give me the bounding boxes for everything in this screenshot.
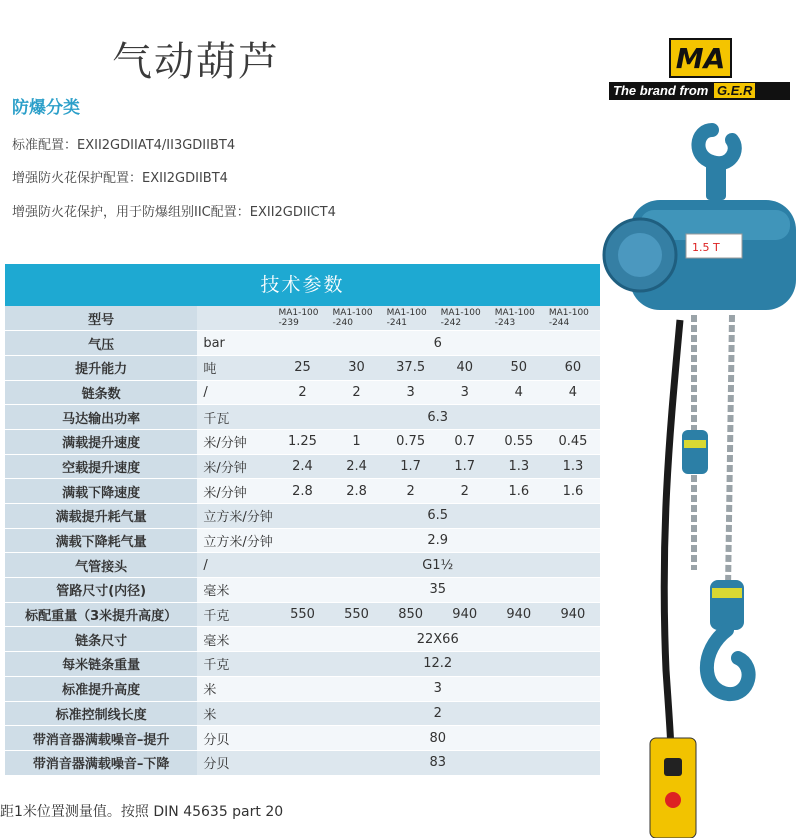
row-unit: 毫米 [197,578,275,603]
cell-value: 4 [546,380,600,405]
cell-value: 1.7 [438,454,492,479]
table-row [5,726,600,751]
brand-tagline [609,82,790,100]
bottom-block-band [712,588,742,598]
chain-guide-band [684,440,706,448]
table-row [5,504,600,529]
table-row [5,676,600,701]
cell-value: 2.4 [330,454,384,479]
cell-value: 0.75 [384,429,438,454]
row-label: 标准控制线长度 [5,701,197,726]
table-row [5,652,600,677]
rating-plate-text: 1.5 T [692,241,720,254]
row-label: 管路尺寸(内径) [5,578,197,603]
cell-value: 1 [330,429,384,454]
cell-value: 2 [275,380,329,405]
model-name: MA1-100 -240 [330,306,384,331]
row-label: 标准提升高度 [5,676,197,701]
row-unit: 立方米/分钟 [197,504,275,529]
row-unit: / [197,553,275,578]
cell-value: 50 [492,355,546,380]
table-row [5,528,600,553]
chain-guide [682,430,708,474]
row-unit [197,306,275,331]
spec-enhanced-iic: 增强防火花保护，用于防爆组别IIC配置：EXII2GDIICT4 [12,205,336,220]
cell-value: 1.7 [384,454,438,479]
row-unit: bar [197,331,275,356]
pendant-button-top [664,758,682,776]
row-label: 满载下降耗气量 [5,528,197,553]
cell-value: 6 [275,331,600,356]
brand-tagline-name: G.E.R [714,83,755,98]
chain-right [728,315,732,590]
cell-value: 940 [438,602,492,627]
cell-value: 940 [492,602,546,627]
cell-value: 1.25 [275,429,329,454]
cell-value: 80 [275,726,600,751]
cell-value: 0.7 [438,429,492,454]
table-row [5,479,600,504]
cell-value: 30 [330,355,384,380]
cell-value: 0.45 [546,429,600,454]
row-label: 满载提升速度 [5,429,197,454]
cell-value: 35 [275,578,600,603]
bottom-hook-shape [707,630,749,694]
table-row [5,331,600,356]
cell-value: 40 [438,355,492,380]
control-hose [664,320,680,800]
row-unit: 千克 [197,602,275,627]
cell-value: G1½ [275,553,600,578]
table-row [5,306,600,331]
cell-value: 37.5 [384,355,438,380]
row-label: 马达输出功率 [5,405,197,430]
cell-value: 1.3 [492,454,546,479]
row-unit: 分贝 [197,750,275,775]
cell-value: 6.3 [275,405,600,430]
row-unit: 米/分钟 [197,479,275,504]
model-name: MA1-100 -243 [492,306,546,331]
cell-value: 3 [275,676,600,701]
cell-value: 60 [546,355,600,380]
row-unit: 米 [197,701,275,726]
table-row [5,578,600,603]
model-name: MA1-100 -241 [384,306,438,331]
table-row [5,429,600,454]
hoist-image [600,110,800,838]
row-unit: 米/分钟 [197,454,275,479]
row-label: 满载下降速度 [5,479,197,504]
row-unit: 立方米/分钟 [197,528,275,553]
row-unit: 分贝 [197,726,275,751]
row-label: 空载提升速度 [5,454,197,479]
row-unit: 千瓦 [197,405,275,430]
cell-value: 6.5 [275,504,600,529]
table-row [5,454,600,479]
pendant-control [650,738,696,838]
cell-value: 3 [384,380,438,405]
bottom-block [710,580,744,630]
cell-value: 550 [330,602,384,627]
table-row [5,355,600,380]
brand-tagline-text: The brand from [613,83,709,98]
row-label: 气管接头 [5,553,197,578]
top-hook-shape [698,130,734,163]
section-title: 防爆分类 [12,98,80,118]
cell-value: 1.6 [492,479,546,504]
table-row [5,627,600,652]
row-unit: 吨 [197,355,275,380]
motor-end-cap-inner [618,233,662,277]
table-row [5,380,600,405]
cell-value: 2 [384,479,438,504]
row-unit: 千克 [197,652,275,677]
row-unit: / [197,380,275,405]
cell-value: 850 [384,602,438,627]
spec-standard: 标准配置：EXII2GDIIAT4/II3GDIIBT4 [12,138,236,153]
top-hook-mount [706,160,726,200]
row-label: 满载提升耗气量 [5,504,197,529]
cell-value: 2.8 [275,479,329,504]
ma-logo: MA [669,38,732,78]
cell-value: 25 [275,355,329,380]
row-label: 标配重量（3米提升高度） [5,602,197,627]
cell-value: 2.4 [275,454,329,479]
row-label: 链条数 [5,380,197,405]
spec-enhanced: 增强防火花保护配置：EXII2GDIIBT4 [12,171,228,186]
spec-table [5,264,600,776]
row-unit: 毫米 [197,627,275,652]
cell-value: 1.6 [546,479,600,504]
page-title: 气动葫芦 [112,39,280,85]
model-name: MA1-100 -242 [438,306,492,331]
row-label: 型号 [5,306,197,331]
cell-value: 550 [275,602,329,627]
table-row [5,405,600,430]
model-name: MA1-100 -239 [275,306,329,331]
row-label: 提升能力 [5,355,197,380]
brand-logo [609,38,790,100]
table-row [5,750,600,775]
cell-value: 3 [438,380,492,405]
cell-value: 12.2 [275,652,600,677]
row-label: 带消音器满载噪音–下降 [5,750,197,775]
spec-table-heading: 技术参数 [5,264,600,306]
cell-value: 2 [438,479,492,504]
table-row [5,553,600,578]
pendant-button-red [665,792,681,808]
cell-value: 4 [492,380,546,405]
row-unit: 米 [197,676,275,701]
cell-value: 940 [546,602,600,627]
cell-value: 0.55 [492,429,546,454]
cell-value: 22X66 [275,627,600,652]
cell-value: 2.9 [275,528,600,553]
cell-value: 2 [330,380,384,405]
model-name: MA1-100 -244 [546,306,600,331]
row-label: 链条尺寸 [5,627,197,652]
cell-value: 2.8 [330,479,384,504]
spec-table-body [5,306,600,776]
row-label: 每米链条重量 [5,652,197,677]
cell-value: 83 [275,750,600,775]
row-label: 带消音器满载噪音–提升 [5,726,197,751]
row-unit: 米/分钟 [197,429,275,454]
table-row [5,602,600,627]
cell-value: 1.3 [546,454,600,479]
row-label: 气压 [5,331,197,356]
cell-value: 2 [275,701,600,726]
footnote: 距1米位置测量值。按照 DIN 45635 part 20 [0,804,284,820]
table-row [5,701,600,726]
